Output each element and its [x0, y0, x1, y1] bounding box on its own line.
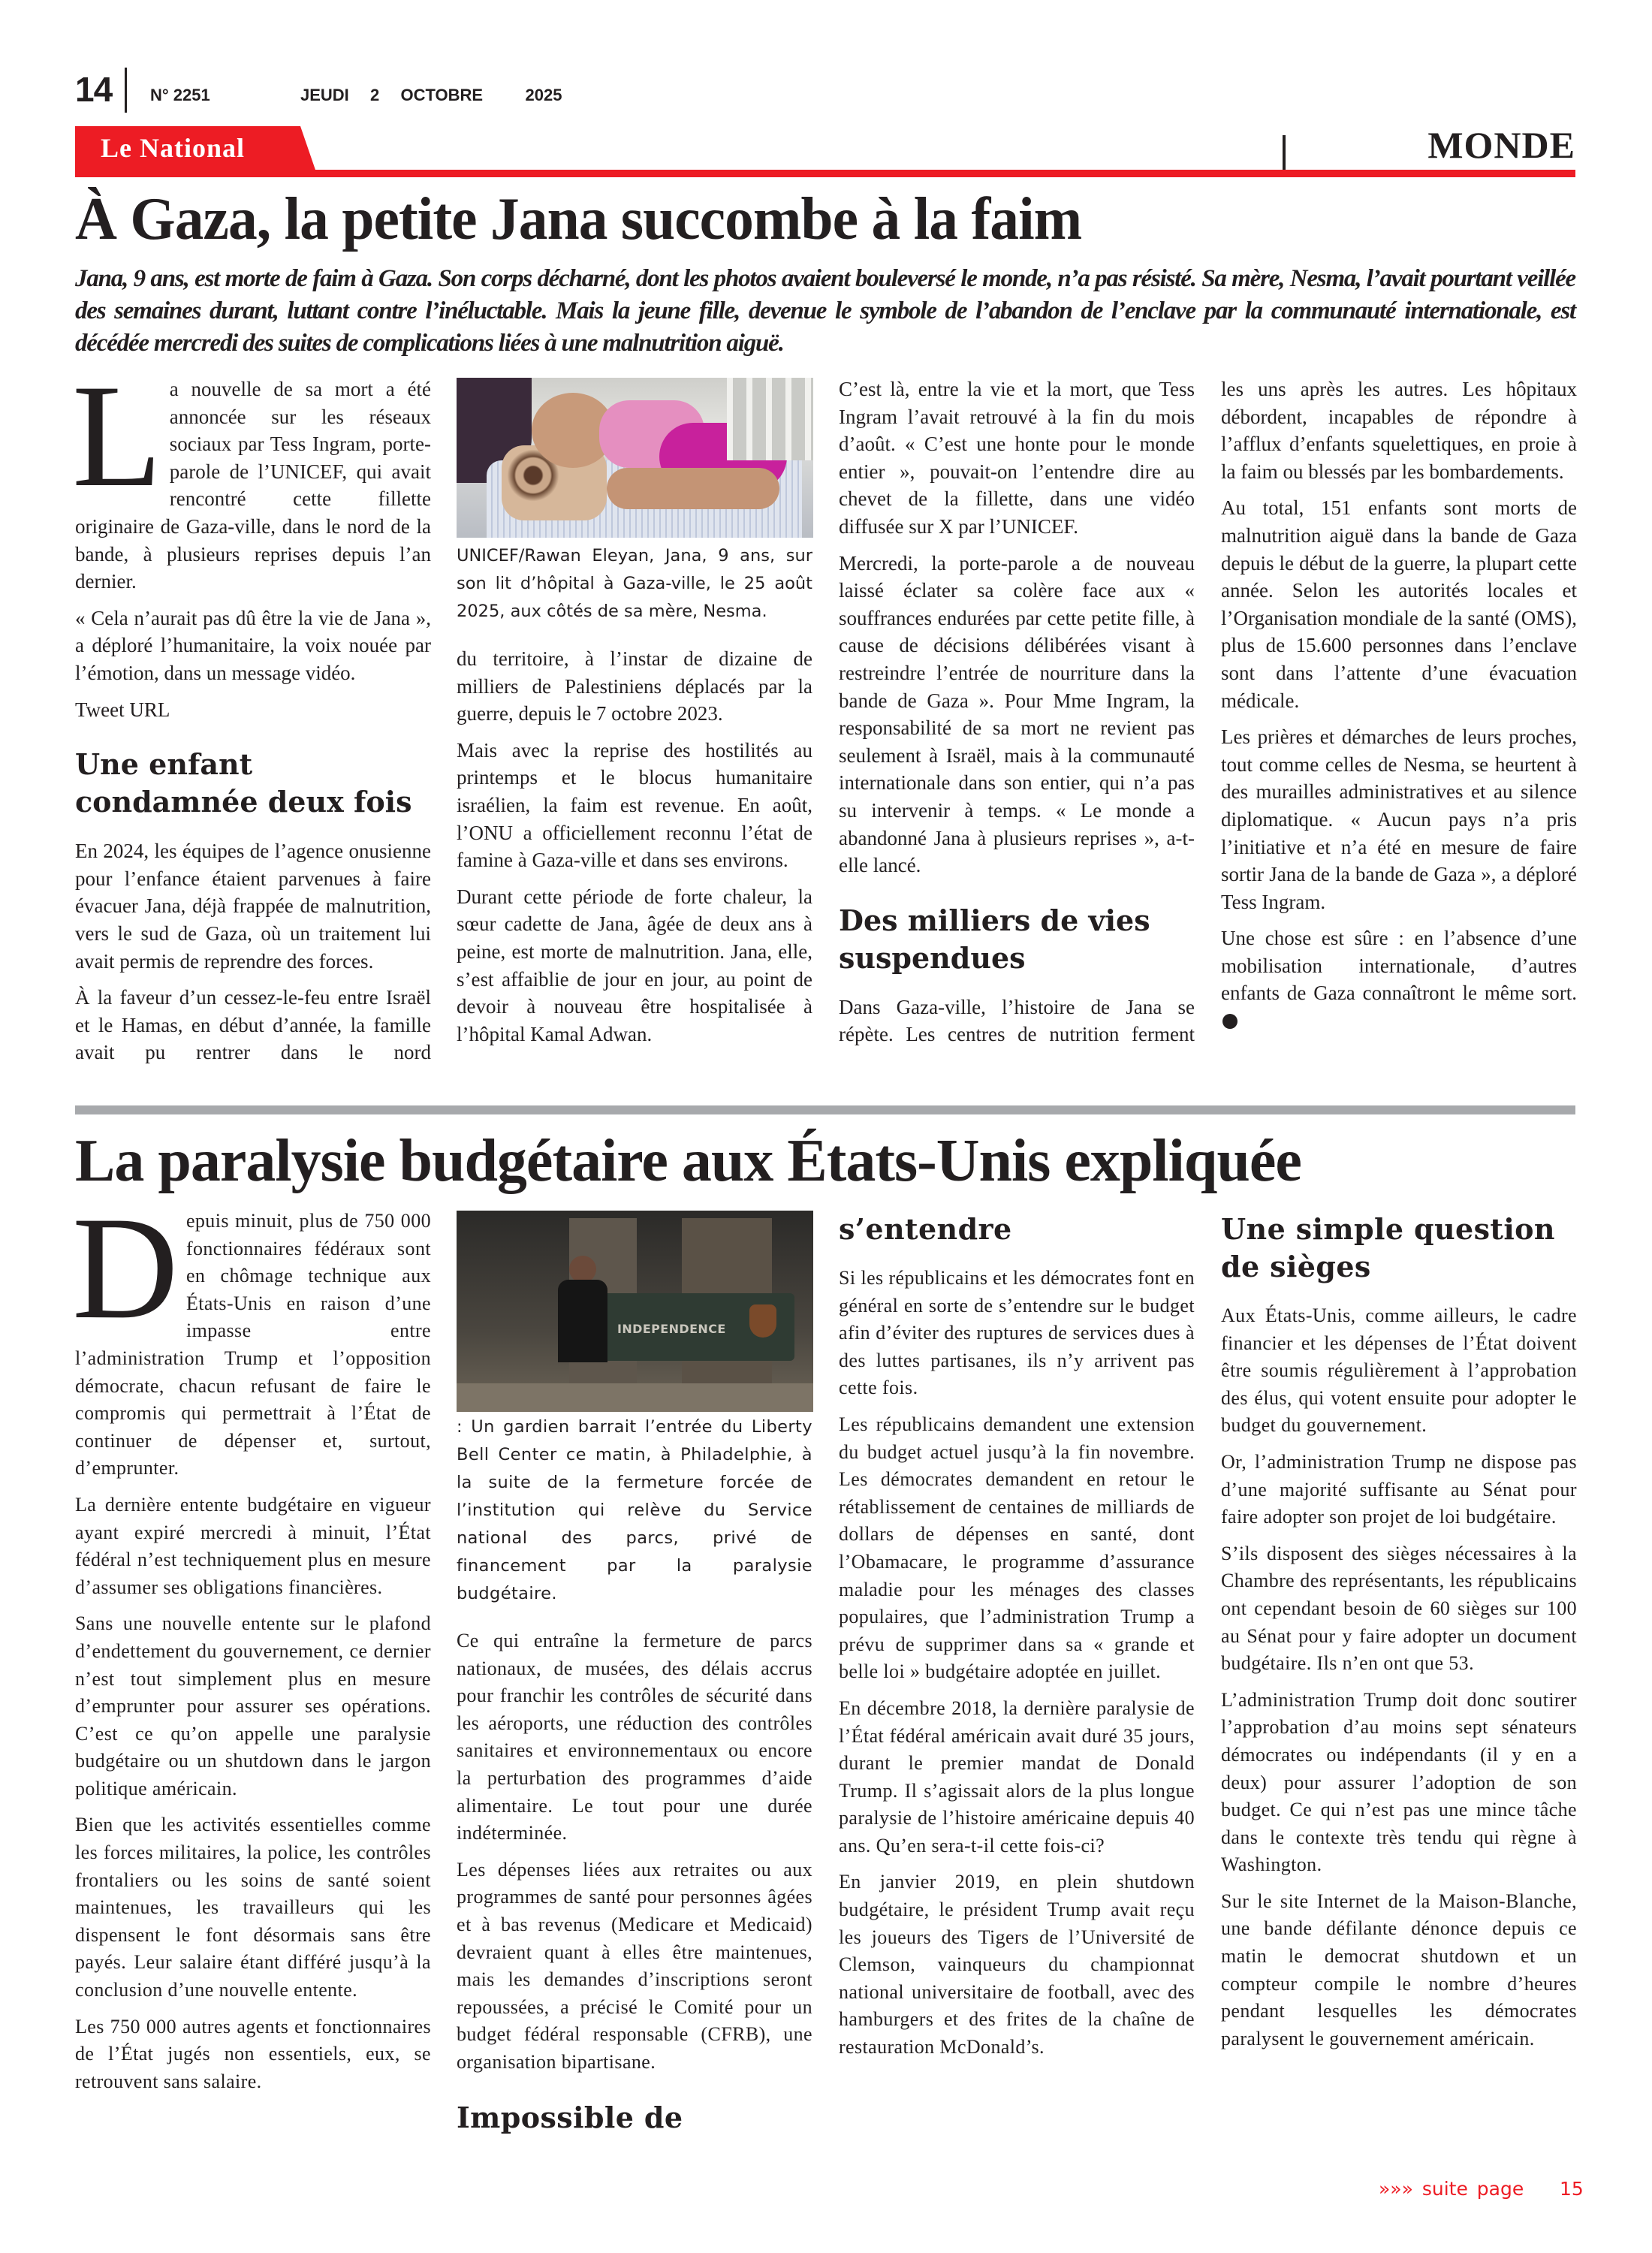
paragraph	[75, 696, 431, 724]
paragraph-text: En décembre 2018, la dernière paralysie de l’État fédéral américain avait duré 35 jours, durant le premier mandat de Donald Trump. Il s’agissait alors de la plus longue paralysie de l’histoire américaine depuis 40 ans. Qu’en sera-t-il cette fois-ci?	[839, 1697, 1195, 1856]
paragraph-text: Mercredi, la porte-parole a de nouveau laissé éclater sa colère face aux « souffrances endurées par cette petite fille, à cause de décisions délibérées visant à restreindre l’entrée de nourriture dans la bande de Gaza ». Pour Mme Ingram, la responsabilité de sa mort ne revient pas seulement à Israël, mais à la communauté internationale dans son entier, qui n’a pas su intervenir à temps. « Le monde a abandonné Jana à plusieurs reprises », a-t-elle lancé.	[839, 551, 1195, 877]
brand-logo: Le National	[101, 133, 246, 163]
paragraph-text: Ce qui entraîne la fermeture de parcs nationaux, de musées, des délais accrus pour franchir les contrôles de sécurité dans les aéroports, une réduction des contrôles sanitaires et environnementaux ou encore la perturbation des programmes d’aide alimentaire. Le tout pour une durée indéterminée.	[457, 1630, 812, 1844]
paragraph	[75, 2013, 431, 2096]
paragraph-text: Si les républicains et les démocrates font en général en sorte de s’entendre sur le budget afin d’éviter des ruptures de services dues à des luttes partisanes, ils n’y arrivent pas cette fois.	[839, 1267, 1195, 1399]
paragraph-text: Sans une nouvelle entente sur le plafond d’endettement du gouvernement, ce dernier n’est tout simplement plus en mesure d’emprunter pour assurer ses opérations. C’est ce qu’on appelle une paralysie budgétaire ou un shutdown dans le jargon politique américain.	[75, 1612, 431, 1799]
paragraph-text: Dans Gaza-ville, l’histoire de Jana se répète. Les centres de nutrition ferment	[839, 995, 1195, 1046]
paragraph-text: Une chose est sûre : en l’absence d’une mobilisation internationale, d’autres enfants de Gaza connaîtront le même sort.	[1221, 927, 1577, 1005]
paragraph	[839, 376, 1195, 541]
paragraph	[72, 1187, 431, 1482]
paragraph	[75, 605, 431, 687]
continuation-label: »»» suite page	[1379, 2178, 1524, 2200]
paragraph-text: En janvier 2019, en plein shutdown budgétaire, le président Trump avait reçu les joueurs des Tigers de l’Université de Clemson, vainqueurs du championnat national universitaire de football, avec des hamburgers et des frites de la chaîne de restauration McDonald’s.	[839, 1871, 1195, 2058]
paragraph-text: Des milliers de vies suspendues	[839, 903, 1150, 975]
photo-liberty-bell-guard	[457, 1211, 813, 1412]
paragraph	[75, 1610, 431, 1802]
subheading	[839, 902, 1195, 977]
paragraph-text: Mais avec la reprise des hostilités au printemps et le blocus humanitaire israélien, la faim est revenue. En août, l’ONU a officiellement reconnu l’état de famine à Gaza-ville et dans ses environs.	[457, 738, 812, 872]
subheading	[75, 746, 431, 821]
issue-number: N° 2251	[150, 86, 210, 104]
photo-sign-text: INDEPENDENCE	[617, 1322, 726, 1336]
article-lede: Jana, 9 ans, est morte de faim à Gaza. Son corps décharné, dont les photos avaient bouleversé le monde, n’a pas résisté. Sa mère, Nesma, l’avait pourtant veillée des semaines durant, luttant contre l’inéluctable. Mais la jeune fille, devenue le symbole de l’abandon de l’enclave par la communauté internationale, est décédée mercredi des suites de complications liées à une malnutrition aiguë.	[75, 265, 1575, 357]
divider	[1283, 135, 1286, 170]
paragraph-text: Durant cette période de forte chaleur, la sœur cadette de Jana, âgée de deux ans à peine, est morte de malnutrition. Jana, elle, s’est affaiblie de jour en jour, au point de devoir à nouveau être hospitalisée à l’hôpital Kamal Adwan.	[457, 885, 812, 1045]
paragraph	[1221, 924, 1577, 1034]
paragraph-text: S’ils disposent des sièges nécessaires à la Chambre des représentants, les républicains ont cependant besoin de 60 sièges sur 100 au Sénat pour y faire adopter un document budgétaire. Ils n’en ont que 53.	[1221, 1542, 1577, 1675]
paragraph	[457, 1627, 812, 1847]
paragraph-text: Aux États-Unis, comme ailleurs, le cadre financier et les dépenses de l’État doivent être soumis régulièrement à l’approbation des élus, qui votent ensuite pour adopter le budget du gouvernement.	[1221, 1304, 1577, 1437]
paragraph-text: « Cela n’aurait pas dû être la vie de Jana », a déploré l’humanitaire, la voix nouée par l’émotion, dans un message vidéo.	[75, 606, 431, 684]
article-separator	[75, 1105, 1575, 1114]
paragraph	[457, 737, 812, 874]
paragraph-text: Au total, 151 enfants sont morts de malnutrition aiguë dans la bande de Gaza depuis le début de la guerre, la plupart cette année. Selon les autorités locales et l’Organisation mondiale de la santé (OMS), plus de 15.600 personnes dans l’enclave sont dans l’attente d’une évacuation médicale.	[1221, 496, 1577, 712]
photo-caption: UNICEF/Rawan Eleyan, Jana, 9 ans, sur son lit d’hôpital à Gaza-ville, le 25 août 2025, aux côtés de sa mère, Nesma.	[457, 546, 812, 621]
paragraph	[1221, 1540, 1577, 1678]
paragraph-text: Les dépenses liées aux retraites ou aux programmes de santé pour personnes âgées et à bas revenus (Medicare et Medicaid) devraient quant à elles être maintenues, mais les demandes d’inscriptions seront repoussées, a précisé le Comité pour un budget fédéral responsable (CFRB), une organisation bipartisane.	[457, 1858, 812, 2073]
paragraph-text: du territoire, à l’instar de dizaine de milliers de Palestiniens déplacés par la guerre, depuis le 7 octobre 2023.	[457, 647, 812, 725]
end-mark-icon	[1222, 1014, 1237, 1029]
paragraph	[1221, 494, 1577, 714]
paragraph-text: Tweet URL	[75, 698, 170, 721]
paragraph-text: Impossible de	[457, 2100, 683, 2134]
paragraph	[839, 1265, 1195, 1402]
paragraph-text: a nouvelle de sa mort a été annoncée sur les réseaux sociaux par Tess Ingram, porte-parole de l’UNICEF, qui avait rencontré cette fillette originaire de Gaza-ville, dans le nord de la bande, à plusieurs reprises depuis l’an dernier.	[75, 378, 431, 593]
paragraph	[75, 837, 431, 975]
continuation-page: 15	[1560, 2178, 1584, 2200]
article-headline: La paralysie budgétaire aux États-Unis expliquée	[75, 1128, 1301, 1194]
paragraph-text: Bien que les activités essentielles comme les forces militaires, la police, les contrôles frontaliers ou les soins de santé soient maintenues, les travailleurs qui les dispensent le font désormais sans être payés. Leur salaire étant différé jusqu’à la conclusion d’une nouvelle entente.	[75, 1814, 431, 2001]
paragraph-text: Sur le site Internet de la Maison-Blanche, une bande défilante dénonce depuis ce matin le democrat shutdown et un compteur compile le nombre d’heures pendant lesquelles les démocrates paralysent le gouvernement américain.	[1221, 1890, 1577, 2049]
paragraph	[457, 1856, 812, 2077]
photo-jana	[457, 378, 813, 538]
paragraph	[457, 645, 812, 728]
paragraph-text: À la faveur d’un cessez-le-feu entre Israël et le Hamas, en début d’année, la famille avait pu rentrer dans le nord	[75, 986, 431, 1064]
page-number: 14	[75, 70, 113, 109]
divider	[125, 68, 127, 113]
photo-caption: : Un gardien barrait l’entrée du Liberty Bell Center ce matin, à Philadelphie, à la suite de la fermeture forcée de l’institution qui relève du Service national des parcs, privé de financement par la paralysie budgétaire.	[457, 1417, 812, 1603]
subheading	[839, 1211, 1195, 1248]
paragraph	[839, 1868, 1195, 2061]
paragraph	[75, 1811, 431, 2004]
paragraph-text: les uns après les autres. Les hôpitaux débordent, incapables de répondre à l’afflux d’enfants squelettiques, en proie à la faim ou blessés par les bombardements.	[1221, 378, 1577, 483]
paragraph-text: Une simple question de sièges	[1221, 1212, 1555, 1283]
paragraph	[1221, 723, 1577, 915]
paragraph	[839, 1695, 1195, 1860]
paragraph-text: En 2024, les équipes de l’agence onusienne pour l’enfance étaient parvenues à faire évacuer Jana, déjà frappée de malnutrition, vers le sud de Gaza, où un traitement lui avait permis de reprendre des forces.	[75, 840, 431, 973]
paragraph-text: Or, l’administration Trump ne dispose pas d’une majorité suffisante au Sénat pour faire adopter son projet de loi budgétaire.	[1221, 1450, 1577, 1528]
continuation-link[interactable]	[1379, 2178, 1584, 2200]
subheading	[457, 2099, 812, 2137]
paragraph	[457, 883, 812, 1048]
paragraph	[75, 1491, 431, 1601]
paragraph-text: Une enfant condamnée deux fois	[75, 747, 412, 819]
paragraph	[1221, 1888, 1577, 2053]
paragraph	[1221, 1687, 1577, 1879]
paragraph	[1221, 1449, 1577, 1531]
drop-cap: D	[72, 1187, 179, 1350]
header-rule	[75, 170, 1575, 177]
issue-date: JEUDI 2 OCTOBRE 2025	[300, 86, 562, 104]
paragraph-text: C’est là, entre la vie et la mort, que Tess Ingram l’avait retrouvé à la fin du mois d’août. « C’est une honte pour le monde entier », pouvait-on l’entendre dire au chevet de la fillette, dans une vidéo diffusée sur X par l’UNICEF.	[839, 378, 1195, 538]
section-title: MONDE	[1427, 124, 1575, 166]
paragraph-text: s’entendre	[839, 1212, 1012, 1246]
paragraph-text: Les prières et démarches de leurs proches, tout comme celles de Nesma, se heurtent à des murailles administratives et au silence diplomatique. « Aucun pays n’a pris l’initiative et n’a été en mesure de faire sortir Jana de la bande de Gaza », a déploré Tess Ingram.	[1221, 725, 1577, 913]
paragraph-text: Les républicains demandent une extension du budget actuel jusqu’à la fin novembre. Les démocrates demandent en retour le rétablissement de centaines de milliards de dollars de dépenses en santé, dont l’Obamacare, le programme d’assurance maladie pour les ménages des classes populaires, que l’administration Trump a prévu de supprimer dans sa « grande et belle loi » budgétaire adoptée en juillet.	[839, 1413, 1195, 1683]
paragraph	[1221, 376, 1577, 485]
article-headline: À Gaza, la petite Jana succombe à la faim	[75, 186, 1082, 252]
paragraph	[839, 1411, 1195, 1686]
paragraph-text: epuis minuit, plus de 750 000 fonctionnaires fédéraux sont en chômage technique aux États-Unis en raison d’une impasse entre l’administration Trump et l’opposition démocrate, chacun refusant de faire le compromis qui permettrait à l’État de continuer de dépenser et, surtout, d’emprunter.	[75, 1210, 431, 1479]
paragraph-text: La dernière entente budgétaire en vigueur ayant expiré mercredi à minuit, l’État fédéral n’est techniquement plus en mesure d’assumer ses obligations financières.	[75, 1493, 431, 1598]
subheading	[1221, 1211, 1577, 1286]
paragraph	[72, 354, 431, 596]
paragraph-text: Les 750 000 autres agents et fonctionnaires de l’État jugés non essentiels, eux, se retrouvent sans salaire.	[75, 2015, 431, 2092]
paragraph	[839, 994, 1195, 1048]
drop-cap: L	[72, 354, 162, 517]
paragraph	[75, 984, 431, 1066]
paragraph-text: L’administration Trump doit donc soutirer l’approbation d’au moins sept sénateurs démocrates ou indépendants (il y en a deux) pour assurer l’adoption de son budget. Ce qui n’est pas une mince tâche dans le contexte très tendu qui règne à Washington.	[1221, 1688, 1577, 1876]
paragraph	[1221, 1302, 1577, 1440]
paragraph	[839, 550, 1195, 879]
